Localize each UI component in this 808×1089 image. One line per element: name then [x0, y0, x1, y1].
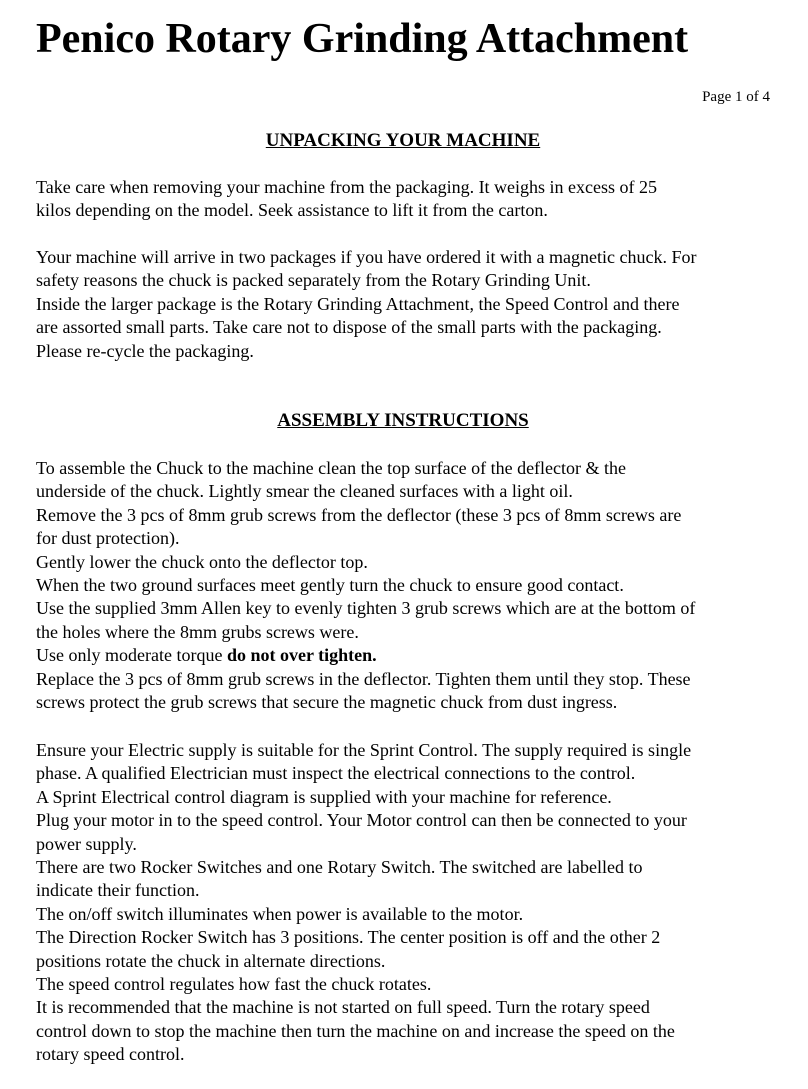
unpacking-heading: UNPACKING YOUR MACHINE — [265, 130, 541, 151]
document-title: Penico Rotary Grinding Attachment — [36, 16, 689, 62]
text-line: Replace the 3 pcs of 8mm grub screws in the deflector. Tighten them until they stop. These — [36, 668, 691, 689]
text-line: for dust protection). — [36, 528, 180, 549]
text-line: rotary speed control. — [36, 1044, 185, 1065]
text-line: The on/off switch illuminates when power is available to the motor. — [36, 903, 524, 924]
text-line: underside of the chuck. Lightly smear the cleaned surfaces with a light oil. — [36, 481, 573, 502]
unpacking-paragraph-2 — [36, 246, 774, 363]
text-line: control down to stop the machine then turn the machine on and increase the speed on the — [36, 1020, 675, 1041]
text-line: positions rotate the chuck in alternate directions. — [36, 950, 386, 971]
text-line: The Direction Rocker Switch has 3 positions. The center position is off and the other 2 — [36, 927, 661, 948]
text-line: Inside the larger package is the Rotary Grinding Attachment, the Speed Control and there — [36, 293, 680, 314]
text-line: To assemble the Chuck to the machine clean the top surface of the deflector & the — [36, 458, 627, 478]
text-line: the holes where the 8mm grubs screws were. — [36, 621, 359, 642]
text-line: power supply. — [36, 833, 137, 854]
torque-warning-line — [36, 644, 774, 667]
text-line: There are two Rocker Switches and one Rotary Switch. The switched are labelled to — [36, 856, 643, 877]
page-number: Page 1 of 4 — [702, 89, 770, 105]
text-line: Gently lower the chuck onto the deflector top. — [36, 551, 368, 572]
text-line: When the two ground surfaces meet gently turn the chuck to ensure good contact. — [36, 574, 624, 595]
torque-warning: do not over tighten. — [226, 645, 377, 666]
text-line: Please re-cycle the packaging. — [36, 340, 254, 361]
assembly-paragraph-2 — [36, 739, 774, 1066]
unpacking-paragraph-1 — [36, 176, 774, 223]
text-line: safety reasons the chuck is packed separately from the Rotary Grinding Unit. — [36, 270, 591, 291]
text-line: A Sprint Electrical control diagram is supplied with your machine for reference. — [36, 786, 612, 807]
text-line: are assorted small parts. Take care not to dispose of the small parts with the packaging. — [36, 317, 662, 338]
text-line: The speed control regulates how fast the chuck rotates. — [36, 973, 432, 994]
text-line: screws protect the grub screws that secure the magnetic chuck from dust ingress. — [36, 691, 618, 712]
torque-text: Use only moderate torque — [36, 645, 227, 666]
text-line: Ensure your Electric supply is suitable for the Sprint Control. The supply required is single — [36, 740, 692, 760]
text-line: Remove the 3 pcs of 8mm grub screws from the deflector (these 3 pcs of 8mm screws are — [36, 504, 682, 525]
assembly-heading: ASSEMBLY INSTRUCTIONS — [277, 410, 529, 431]
assembly-paragraph-1 — [36, 457, 774, 714]
text-line: phase. A qualified Electrician must inspect the electrical connections to the control. — [36, 763, 636, 784]
text-line: kilos depending on the model. Seek assistance to lift it from the carton. — [36, 200, 548, 221]
text-line: Your machine will arrive in two packages if you have ordered it with a magnetic chuck. For — [36, 247, 697, 267]
text-line: Take care when removing your machine from the packaging. It weighs in excess of 25 — [36, 177, 658, 197]
text-line: Plug your motor in to the speed control. Your Motor control can then be connected to your — [36, 810, 687, 831]
text-line: indicate their function. — [36, 880, 200, 901]
text-line: Use the supplied 3mm Allen key to evenly tighten 3 grub screws which are at the bottom of — [36, 598, 696, 619]
text-line: It is recommended that the machine is not started on full speed. Turn the rotary speed — [36, 997, 650, 1018]
